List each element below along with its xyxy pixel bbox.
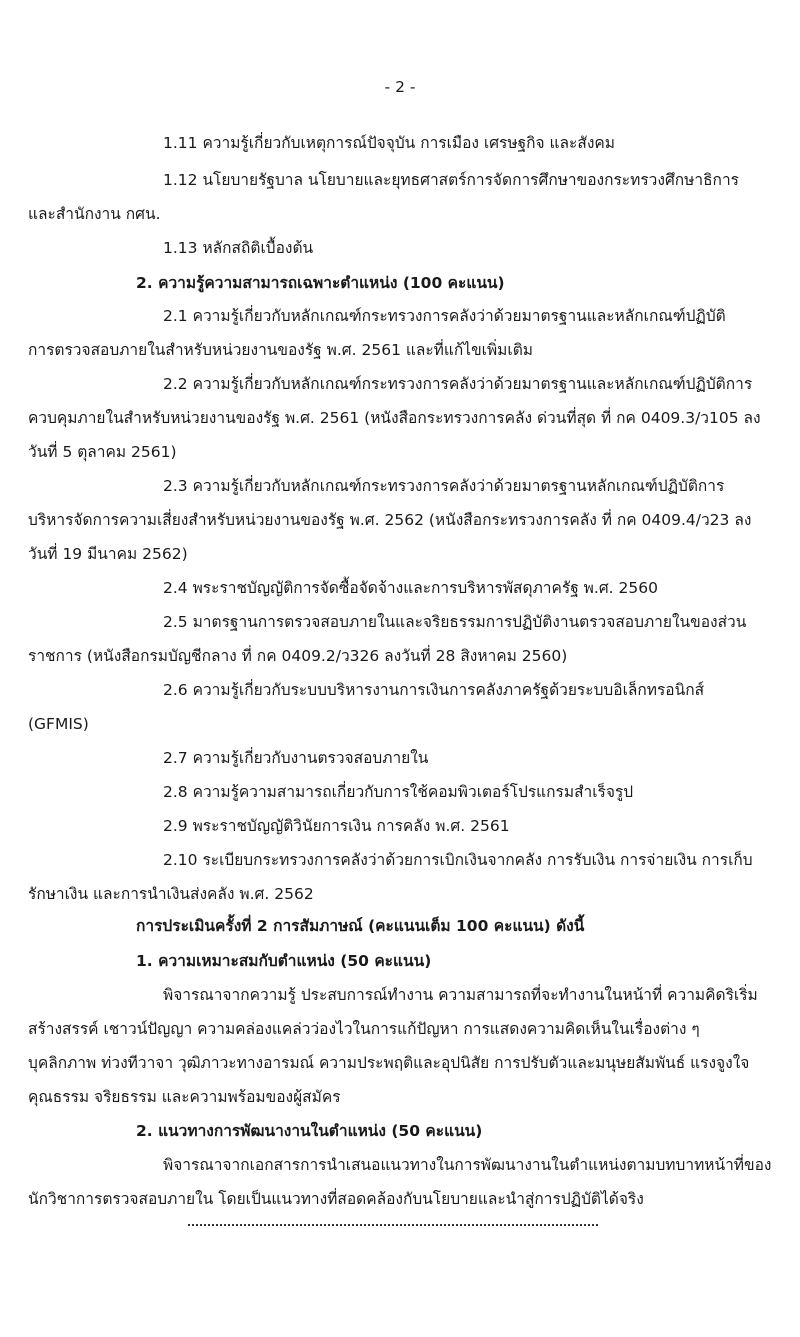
criterion-1-line4: คุณธรรม จริยธรรม และความพร้อมของผู้สมัคร: [28, 1088, 341, 1106]
item-2-7: 2.7 ความรู้เกี่ยวกับงานตรวจสอบภายใน: [163, 749, 429, 767]
item-2-5-line2: ราชการ (หนังสือกรมบัญชีกลาง ที่ กค 0409.2/ว326 ลงวันที่ 28 สิงหาคม 2560): [28, 647, 568, 665]
item-2-5-line1: 2.5 มาตรฐานการตรวจสอบภายในและจริยธรรมการปฏิบัติงานตรวจสอบภายในของส่วน: [163, 613, 747, 631]
item-2-3-line1: 2.3 ความรู้เกี่ยวกับหลักเกณฑ์กระทรวงการคลังว่าด้วยมาตรฐานหลักเกณฑ์ปฏิบัติการ: [163, 477, 725, 495]
item-1-12-line1: 1.12 นโยบายรัฐบาล นโยบายและยุทธศาสตร์การจัดการศึกษาของกระทรวงศึกษาธิการ: [163, 171, 739, 189]
item-1-11: 1.11 ความรู้เกี่ยวกับเหตุการณ์ปัจจุบัน การเมือง เศรษฐกิจ และสังคม: [163, 134, 615, 152]
criterion-1-line3: บุคลิกภาพ ท่วงทีวาจา วุฒิภาวะทางอารมณ์ ความประพฤติและอุปนิสัย การปรับตัวและมนุษยสัมพันธ์ แรงจูงใจ: [28, 1054, 750, 1072]
criterion-2-line2: นักวิชาการตรวจสอบภายใน โดยเป็นแนวทางที่สอดคล้องกับนโยบายและนำสู่การปฏิบัติได้จริง: [28, 1190, 644, 1208]
item-2-1-line1: 2.1 ความรู้เกี่ยวกับหลักเกณฑ์กระทรวงการคลังว่าด้วยมาตรฐานและหลักเกณฑ์ปฏิบัติ: [163, 307, 726, 325]
item-1-13: 1.13 หลักสถิติเบื้องต้น: [163, 239, 314, 257]
item-2-6-line1: 2.6 ความรู้เกี่ยวกับระบบบริหารงานการเงินการคลังภาครัฐด้วยระบบอิเล็กทรอนิกส์: [163, 681, 705, 699]
item-2-2-line2: ควบคุมภายในสำหรับหน่วยงานของรัฐ พ.ศ. 2561 (หนังสือกระทรวงการคลัง ด่วนที่สุด ที่ กค 0409.3/ว105 ลง: [28, 409, 761, 427]
dotted-end-rule: [188, 1224, 598, 1226]
section-2-title: 2. ความรู้ความสามารถเฉพาะตำแหน่ง (100 คะแนน): [136, 274, 505, 292]
item-2-10-line2: รักษาเงิน และการนำเงินส่งคลัง พ.ศ. 2562: [28, 885, 314, 903]
item-2-6-line2: (GFMIS): [28, 715, 89, 733]
criterion-2-title: 2. แนวทางการพัฒนางานในตำแหน่ง (50 คะแนน): [136, 1122, 483, 1140]
item-2-2-line3: วันที่ 5 ตุลาคม 2561): [28, 443, 177, 461]
item-2-2-line1: 2.2 ความรู้เกี่ยวกับหลักเกณฑ์กระทรวงการคลังว่าด้วยมาตรฐานและหลักเกณฑ์ปฏิบัติการ: [163, 375, 753, 393]
item-2-3-line3: วันที่ 19 มีนาคม 2562): [28, 545, 188, 563]
item-1-12-line2: และสำนักงาน กศน.: [28, 205, 161, 223]
criterion-1-title: 1. ความเหมาะสมกับตำแหน่ง (50 คะแนน): [136, 952, 432, 970]
item-2-1-line2: การตรวจสอบภายในสำหรับหน่วยงานของรัฐ พ.ศ. 2561 และที่แก้ไขเพิ่มเติม: [28, 341, 533, 359]
criterion-2-line1: พิจารณาจากเอกสารการนำเสนอแนวทางในการพัฒนางานในตำแหน่งตามบทบาทหน้าที่ของ: [163, 1156, 772, 1174]
item-2-8: 2.8 ความรู้ความสามารถเกี่ยวกับการใช้คอมพิวเตอร์โปรแกรมสำเร็จรูป: [163, 783, 634, 801]
criterion-1-line1: พิจารณาจากความรู้ ประสบการณ์ทำงาน ความสามารถที่จะทำงานในหน้าที่ ความคิดริเริ่ม: [163, 986, 758, 1004]
criterion-1-line2: สร้างสรรค์ เชาวน์ปัญญา ความคล่องแคล่วว่องไวในการแก้ปัญหา การแสดงความคิดเห็นในเรื่องต่าง ๆ: [28, 1020, 700, 1038]
page-number: - 2 -: [384, 78, 416, 96]
item-2-3-line2: บริหารจัดการความเสี่ยงสำหรับหน่วยงานของรัฐ พ.ศ. 2562 (หนังสือกระทรวงการคลัง ที่ กค 0409.4/ว23 ลง: [28, 511, 752, 529]
item-2-9: 2.9 พระราชบัญญัติวินัยการเงิน การคลัง พ.ศ. 2561: [163, 817, 510, 835]
item-2-4: 2.4 พระราชบัญญัติการจัดซื้อจัดจ้างและการบริหารพัสดุภาครัฐ พ.ศ. 2560: [163, 579, 658, 597]
item-2-10-line1: 2.10 ระเบียบกระทรวงการคลังว่าด้วยการเบิกเงินจากคลัง การรับเงิน การจ่ายเงิน การเก็บ: [163, 851, 753, 869]
round-2-title: การประเมินครั้งที่ 2 การสัมภาษณ์ (คะแนนเต็ม 100 คะแนน) ดังนี้: [136, 917, 585, 935]
